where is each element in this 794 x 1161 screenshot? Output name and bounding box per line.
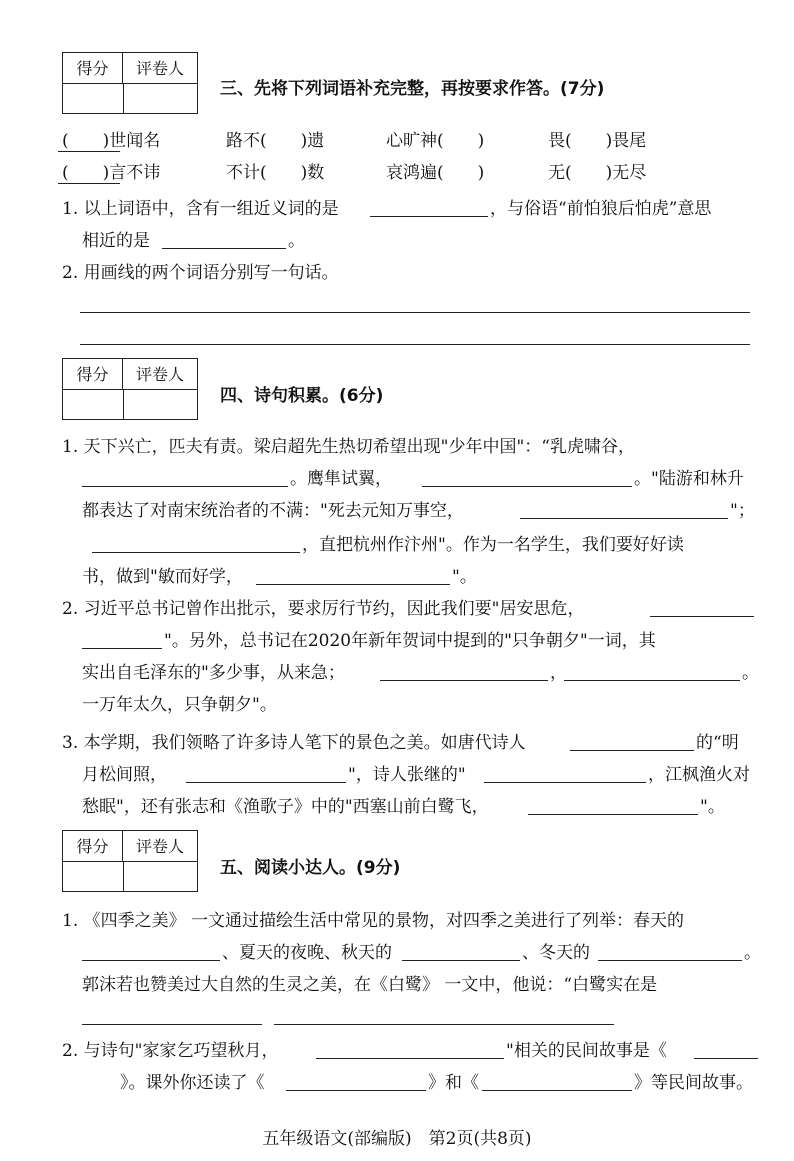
s4-line8a: 实出自毛泽东的"多少事，从来急；: [82, 663, 345, 683]
answer-blank[interactable]: [162, 248, 286, 249]
s4-line1: 1. 天下兴亡，匹夫有责。梁启超先生热切希望出现"少年中国"：“乳虎啸谷，: [62, 437, 635, 457]
answer-blank[interactable]: [274, 1024, 614, 1025]
answer-blank[interactable]: [570, 750, 694, 751]
score-box: [62, 830, 198, 892]
score-label: 得分: [63, 831, 123, 862]
answer-blank[interactable]: [82, 960, 220, 961]
s4-line2a: 。鹰隼试翼，: [290, 469, 392, 489]
answer-blank[interactable]: [256, 584, 450, 585]
idiom-4[interactable]: 畏( )畏尾: [548, 131, 647, 151]
score-label: 得分: [63, 53, 123, 84]
s4-line7: "。另外，总书记在2020年新年贺词中提到的"只争朝夕"一词，其: [164, 631, 656, 651]
s4-line11c: ，江枫渔火对: [648, 765, 750, 785]
answer-blank[interactable]: [186, 782, 346, 783]
idiom-1[interactable]: ( )世闻名: [62, 131, 161, 151]
grader-label: 评卷人: [123, 53, 197, 84]
answer-blank[interactable]: [564, 680, 740, 681]
score-divider: [123, 862, 124, 892]
underline-mark: [58, 183, 120, 184]
score-label: 得分: [63, 359, 123, 390]
idiom-2[interactable]: 路不( )遗: [226, 131, 325, 151]
s5-line6a: 》。课外你还读了《: [120, 1073, 265, 1093]
answer-blank[interactable]: [370, 216, 488, 217]
s3-q1-text-c: 相近的是: [82, 231, 150, 251]
s5-line5a: 2. 与诗句"家家乞巧望秋月，: [62, 1041, 279, 1061]
answer-blank[interactable]: [484, 782, 646, 783]
s4-line5b: "。: [452, 567, 477, 587]
s4-line8c: 。: [742, 663, 759, 683]
answer-blank[interactable]: [598, 960, 742, 961]
s5-line3: 郭沫若也赞美过大自然的生灵之美，在《白鹭》 一文中，他说：“白鹭实在是: [82, 975, 658, 995]
answer-blank[interactable]: [82, 486, 288, 487]
page-footer: 五年级语文(部编版) 第2页(共8页): [262, 1129, 532, 1149]
s4-line3b: "；: [730, 501, 755, 521]
s4-line6: 2. 习近平总书记曾作出批示，要求厉行节约，因此我们要"居安思危，: [62, 599, 585, 619]
idiom-3[interactable]: 心旷神( ): [386, 131, 485, 151]
s4-line3a: 都表达了对南宋统治者的不满："死去元知万事空，: [82, 501, 464, 521]
score-box: [62, 358, 198, 420]
answer-blank[interactable]: [482, 1090, 632, 1091]
section4-title: 四、诗句积累。(6分): [220, 386, 384, 406]
section5-title: 五、阅读小达人。(9分): [220, 858, 401, 878]
grader-label: 评卷人: [123, 359, 197, 390]
s5-line1: 1. 《四季之美》 一文通过描绘生活中常见的景物，对四季之美进行了列举：春天的: [62, 911, 685, 931]
s4-line12b: "。: [700, 797, 725, 817]
score-box: [62, 52, 198, 114]
s4-line8b: ，: [550, 663, 567, 683]
answer-blank[interactable]: [650, 616, 754, 617]
s3-q1-text-d: 。: [288, 231, 305, 251]
answer-blank[interactable]: [82, 1024, 262, 1025]
answer-blank[interactable]: [422, 486, 632, 487]
s3-q1-text-b: ，与俗语“前怕狼后怕虎”意思: [490, 199, 712, 219]
score-divider: [123, 390, 124, 420]
grader-label: 评卷人: [123, 831, 197, 862]
s4-line11a: 月松间照，: [82, 765, 167, 785]
s5-line2c: 。: [744, 943, 761, 963]
answer-line[interactable]: [80, 312, 750, 313]
s4-line4: ，直把杭州作汴州"。作为一名学生，我们要好好读: [302, 535, 684, 555]
underline-mark: [58, 151, 120, 152]
s3-q1-text: 1. 以上词语中，含有一组近义词的是: [62, 199, 339, 219]
s4-line10b: 的“明: [696, 733, 739, 753]
s5-line6b: 》和《: [428, 1073, 479, 1093]
idiom-8[interactable]: 无( )无尽: [548, 163, 647, 183]
s4-line5a: 书，做到"敏而好学，: [82, 567, 243, 587]
answer-blank[interactable]: [694, 1058, 758, 1059]
s4-line9: 一万年太久，只争朝夕"。: [82, 695, 277, 715]
s5-line2a: 、夏天的夜晚、秋天的: [222, 943, 392, 963]
s3-q2-text: 2. 用画线的两个词语分别写一句话。: [62, 263, 339, 283]
s5-line2b: 、冬天的: [522, 943, 590, 963]
s4-line12a: 愁眠"，还有张志和《渔歌子》中的"西塞山前白鹭飞，: [82, 797, 489, 817]
answer-blank[interactable]: [286, 1090, 426, 1091]
answer-line[interactable]: [80, 344, 750, 345]
answer-blank[interactable]: [92, 552, 300, 553]
s5-line5b: "相关的民间故事是《: [506, 1041, 667, 1061]
s4-line2b: 。"陆游和林升: [634, 469, 744, 489]
answer-blank[interactable]: [380, 680, 548, 681]
answer-blank[interactable]: [402, 960, 520, 961]
s4-line10a: 3. 本学期，我们领略了许多诗人笔下的景色之美。如唐代诗人: [62, 733, 526, 753]
s4-line11b: "，诗人张继的": [348, 765, 466, 785]
s5-line6c: 》等民间故事。: [634, 1073, 753, 1093]
idiom-5[interactable]: ( )言不讳: [62, 163, 161, 183]
answer-blank[interactable]: [316, 1058, 504, 1059]
answer-blank[interactable]: [528, 814, 698, 815]
section3-title: 三、先将下列词语补充完整，再按要求作答。(7分): [220, 79, 605, 99]
answer-blank[interactable]: [82, 648, 162, 649]
idiom-7[interactable]: 哀鸿遍( ): [386, 163, 485, 183]
idiom-6[interactable]: 不计( )数: [226, 163, 325, 183]
score-divider: [123, 84, 124, 114]
answer-blank[interactable]: [520, 518, 728, 519]
